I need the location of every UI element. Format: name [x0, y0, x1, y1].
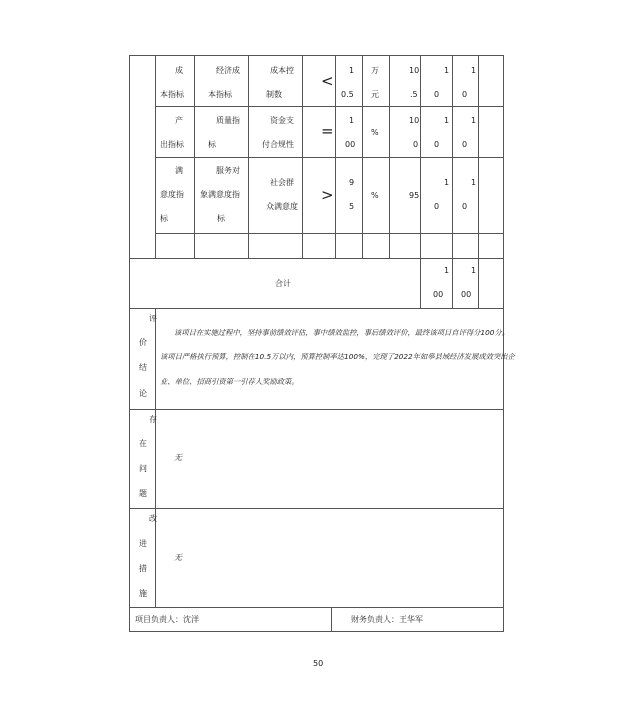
- score: 1: [471, 178, 477, 187]
- weight: 0: [434, 90, 440, 99]
- section-label-char: 措: [139, 564, 147, 573]
- level3-indicator: 成本控: [270, 66, 294, 75]
- total-weight: 1: [444, 266, 450, 275]
- row-divider: [129, 508, 504, 509]
- col-divider: [420, 55, 421, 308]
- level1-indicator: 意度指: [160, 190, 184, 199]
- section-label-char: 结: [139, 363, 147, 372]
- level2-indicator: 经济成: [216, 66, 240, 75]
- actual-value: 10: [409, 116, 420, 125]
- col-divider: [155, 308, 156, 607]
- unit: 万: [371, 66, 379, 75]
- col-divider: [155, 55, 156, 258]
- total-weight: 00: [433, 290, 444, 299]
- unit: %: [371, 128, 379, 137]
- table-border-bottom: [129, 631, 504, 632]
- weight: 1: [444, 66, 450, 75]
- operator: >: [321, 186, 334, 204]
- section-label-char: 评: [149, 314, 157, 323]
- level2-indicator: 标: [217, 214, 225, 223]
- weight: 1: [444, 178, 450, 187]
- section-label-char: 题: [139, 489, 147, 498]
- table-border-top: [129, 55, 504, 56]
- level3-indicator: 社会群: [270, 178, 294, 187]
- total-score: 00: [461, 290, 472, 299]
- target-value: 5: [349, 202, 355, 211]
- score: 0: [462, 140, 468, 149]
- actual-value: 10: [409, 66, 420, 75]
- level1-indicator: 产: [175, 116, 183, 125]
- col-divider: [478, 55, 479, 308]
- level1-indicator: 出指标: [160, 140, 184, 149]
- col-divider: [452, 55, 453, 308]
- level2-indicator: 质量指: [216, 116, 240, 125]
- level2-indicator: 服务对: [216, 166, 240, 175]
- operator: =: [321, 122, 334, 140]
- level2-indicator: 象满意度指: [200, 190, 240, 199]
- section-label-char: 施: [139, 589, 147, 598]
- section-label-char: 论: [139, 389, 147, 398]
- conclusion-text: 该项目严格执行预算，控制在10.5万以内，预算控制率达100%，完现了2022年如皋县域经济发展成效突出企: [160, 352, 515, 361]
- table-border-right: [503, 55, 504, 632]
- score: 1: [471, 116, 477, 125]
- weight: 0: [434, 202, 440, 211]
- section-label-char: 问: [139, 464, 147, 473]
- actual-value: 0: [413, 140, 419, 149]
- section-label-char: 进: [139, 539, 147, 548]
- measures-text: 无: [174, 553, 182, 562]
- col-divider: [389, 55, 390, 258]
- col-divider: [302, 55, 303, 258]
- level3-indicator: 制数: [266, 90, 282, 99]
- level1-indicator: 本指标: [160, 90, 184, 99]
- unit: 元: [371, 90, 379, 99]
- col-divider: [194, 55, 195, 258]
- actual-value: .5: [410, 90, 418, 99]
- section-label-char: 存: [149, 415, 157, 424]
- actual-value: 95: [409, 191, 420, 200]
- row-divider: [129, 258, 504, 259]
- row-divider: [129, 308, 504, 309]
- col-divider: [335, 55, 336, 258]
- conclusion-text: 业、单位、招商引资第一引荐人奖励政策。: [160, 377, 299, 386]
- operator: <: [321, 72, 334, 90]
- score: 0: [462, 202, 468, 211]
- level2-indicator: 本指标: [208, 90, 232, 99]
- target-value: 00: [345, 140, 356, 149]
- score: 1: [471, 66, 477, 75]
- level3-indicator: 资金支: [270, 116, 294, 125]
- target-value: 1: [349, 116, 355, 125]
- level3-indicator: 付合规性: [262, 140, 294, 149]
- target-value: 0.5: [341, 90, 354, 99]
- level1-indicator: 满: [175, 166, 183, 175]
- col-divider: [362, 55, 363, 258]
- unit: %: [371, 191, 379, 200]
- table-border-left: [129, 55, 130, 632]
- conclusion-text: 该项目在实施过程中，坚持事前绩效评估，事中绩效监控，事后绩效评价，最终该项目自评得分100分。: [174, 328, 509, 337]
- finance-lead: 财务负责人：王华军: [351, 615, 423, 624]
- page-number: 50: [313, 659, 324, 668]
- level1-indicator: 标: [160, 214, 168, 223]
- level2-indicator: 标: [208, 140, 216, 149]
- col-divider: [248, 55, 249, 258]
- target-value: 9: [349, 178, 355, 187]
- level1-indicator: 成: [175, 66, 183, 75]
- weight: 0: [434, 140, 440, 149]
- section-label-char: 在: [139, 439, 147, 448]
- row-divider: [129, 409, 504, 410]
- project-lead: 项目负责人：沈洋: [135, 615, 199, 624]
- col-divider: [331, 607, 332, 632]
- issues-text: 无: [174, 453, 182, 462]
- target-value: 1: [349, 66, 355, 75]
- total-label: 合计: [275, 279, 291, 288]
- row-divider: [129, 607, 504, 608]
- level3-indicator: 众满意度: [266, 202, 298, 211]
- section-label-char: 价: [139, 338, 147, 347]
- section-label-char: 改: [149, 514, 157, 523]
- weight: 1: [444, 116, 450, 125]
- score: 0: [462, 90, 468, 99]
- total-score: 1: [471, 266, 477, 275]
